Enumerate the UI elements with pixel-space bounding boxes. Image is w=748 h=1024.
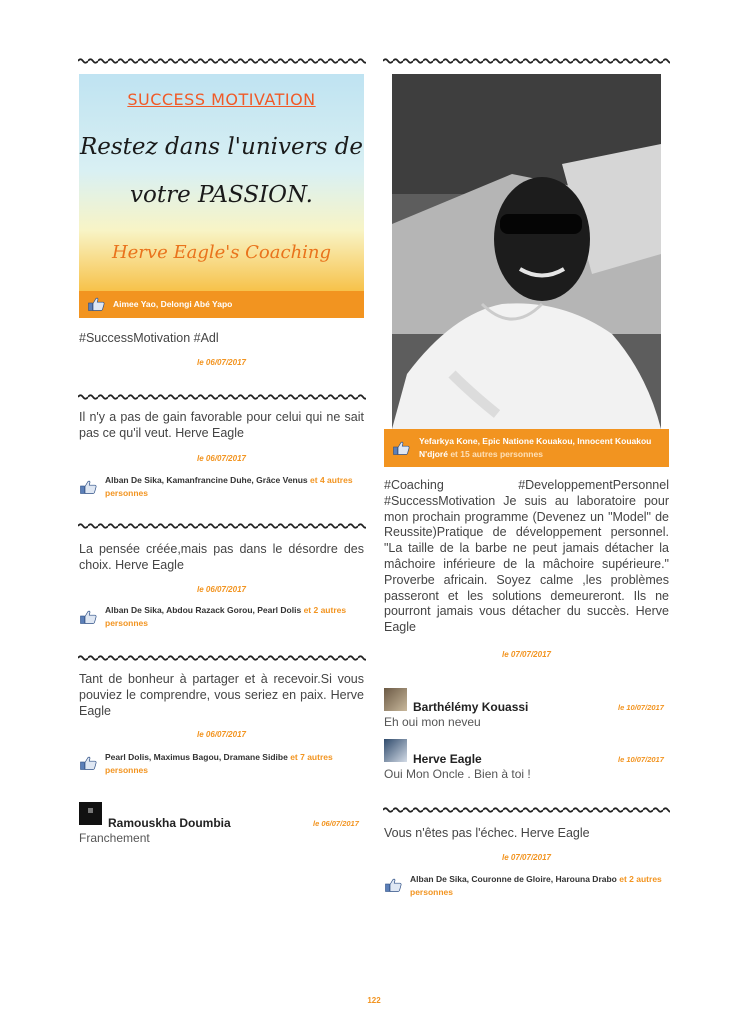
comment-date: le 10/07/2017 <box>618 755 664 764</box>
image-line2: votre PASSION. <box>130 182 313 208</box>
likes-more: et 2 autres personnes <box>105 605 347 628</box>
avatar[interactable] <box>384 688 407 711</box>
post-date: le 07/07/2017 <box>502 650 551 659</box>
thumbs-up-icon <box>393 441 410 455</box>
avatar[interactable] <box>384 739 407 762</box>
likes-names: Alban De Sika, Couronne de Gloire, Harouna Drabo <box>410 874 617 884</box>
success-motivation-image <box>79 74 364 291</box>
divider <box>78 57 366 65</box>
likes-names: Alban De Sika, Kamanfrancine Duhe, Grâce Venus <box>105 475 308 485</box>
avatar-mark <box>88 808 93 813</box>
thumbs-up-icon <box>80 610 97 624</box>
portrait-photo <box>392 74 661 429</box>
thumbs-up-icon <box>385 878 402 892</box>
post-text: Vous n'êtes pas l'échec. Herve Eagle <box>384 826 590 840</box>
likes-more: et 15 autres personnes <box>450 448 543 459</box>
likes-more: et 7 autres personnes <box>105 752 333 775</box>
divider <box>383 806 670 814</box>
divider <box>78 654 366 662</box>
comment-text: Oui Mon Oncle . Bien à toi ! <box>384 767 531 781</box>
avatar[interactable] <box>79 802 102 825</box>
thumbs-up-icon <box>80 480 97 494</box>
likes-text[interactable] <box>419 435 659 460</box>
likes-names: Alban De Sika, Abdou Razack Gorou, Pearl Dolis <box>105 605 302 615</box>
likes-more: et 4 autres personnes <box>105 475 353 498</box>
post-date: le 06/07/2017 <box>197 454 246 463</box>
likes-text[interactable] <box>105 474 365 499</box>
likes-bar <box>384 429 669 467</box>
post-text: Tant de bonheur à partager et à recevoir.Si vous pouviez le comprendre, vous seriez en paix. Herve Eagle <box>79 672 364 718</box>
post-text: Il n'y a pas de gain favorable pour celui qui ne sait pas ce qu'il veut. Herve Eagle <box>79 410 364 440</box>
divider <box>383 57 670 65</box>
divider <box>78 522 366 530</box>
image-signature: Herve Eagle's Coaching <box>111 242 332 263</box>
comment-author[interactable]: Barthélémy Kouassi <box>413 700 529 714</box>
post-text: #SuccessMotivation #Adl <box>79 331 219 345</box>
comment-date: le 06/07/2017 <box>313 819 359 828</box>
post-text: #Coaching #DeveloppementPersonnel #SuccessMotivation Je suis au laboratoire pour mon prochain programme (Devenez un "Model" de Reussite)Pratique de développement personnel. "La taille de la barbe ne peut jamais détacher la mâchoire inférieure de la mâchoire supérieure." Proverbe africain. Soyez calme ,les problèmes passeront et les solutions demeureront. Ils ne pourront jamais vous détacher du succès. Herve Eagle <box>384 478 669 635</box>
likes-more: et 2 autres personnes <box>410 874 662 897</box>
divider <box>78 393 366 401</box>
likes-names: Yefarkya Kone, Epic Natione Kouakou, Innocent Kouakou N'djoré <box>419 436 652 459</box>
comment-date: le 10/07/2017 <box>618 703 664 712</box>
page-number: 122 <box>367 996 381 1005</box>
post-date: le 06/07/2017 <box>197 730 246 739</box>
post-date: le 06/07/2017 <box>197 585 246 594</box>
post-date: le 06/07/2017 <box>197 358 246 367</box>
post-date: le 07/07/2017 <box>502 853 551 862</box>
image-header: SUCCESS MOTIVATION <box>127 90 316 109</box>
likes-text[interactable] <box>105 604 365 629</box>
likes-text[interactable] <box>105 751 365 776</box>
photo-drawing <box>392 74 661 429</box>
post-text: La pensée créée,mais pas dans le désordre des choix. Herve Eagle <box>79 542 364 572</box>
comment-author[interactable]: Ramouskha Doumbia <box>108 816 231 830</box>
likes-names[interactable]: Aimee Yao, Delongi Abé Yapo <box>113 299 233 309</box>
likes-text[interactable] <box>410 873 670 898</box>
comment-text: Franchement <box>79 831 150 845</box>
comment-author[interactable]: Herve Eagle <box>413 752 482 766</box>
likes-names: Pearl Dolis, Maximus Bagou, Dramane Sidibe <box>105 752 288 762</box>
image-line1: Restez dans l'univers de <box>79 134 364 160</box>
thumbs-up-icon <box>88 297 105 311</box>
comment-text: Eh oui mon neveu <box>384 715 481 729</box>
likes-bar <box>79 291 364 318</box>
thumbs-up-icon <box>80 756 97 770</box>
